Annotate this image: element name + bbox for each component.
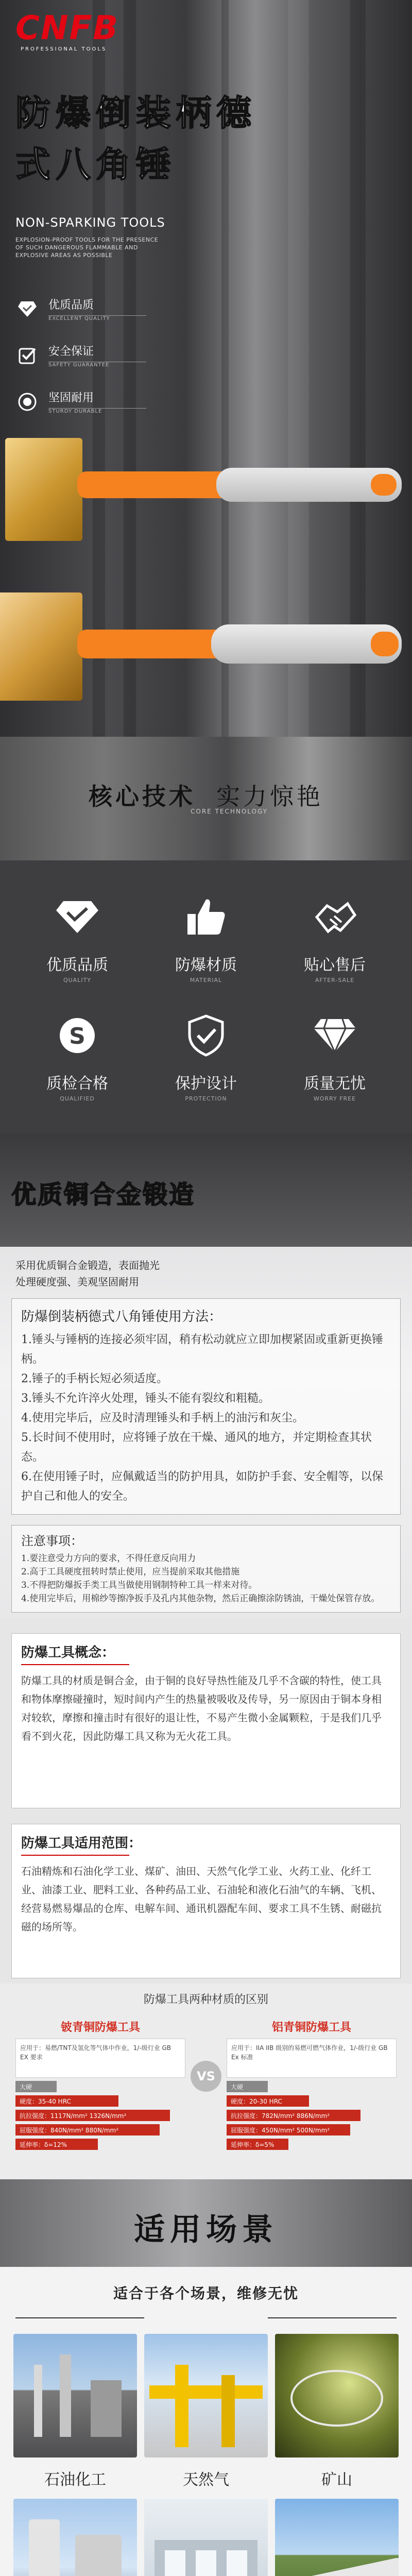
compare-left-desc: 应用于：易燃/TNT及氢化等气体中作业，1/-级行业 GB EX 要求 [15, 2039, 185, 2078]
feature-label: 安全保证 [48, 345, 94, 358]
scenes-subtitle: 适合于各个场景，维修无忧 [113, 2285, 299, 2302]
notice-box [11, 1525, 401, 1613]
advantage-protection [154, 1010, 258, 1102]
advantage-qualified [26, 1010, 129, 1102]
concept-card [11, 1633, 401, 1808]
diamond-icon [52, 891, 103, 943]
usage-box [11, 1298, 401, 1515]
product-title [15, 88, 256, 191]
refinery-image [13, 2334, 137, 2458]
concept-text: 防爆工具的材质是铜合金，由于铜的良好导热性能及几乎不含碳的特性，使工具和物体摩擦碰撞时，短时间内产生的热量被吸收及传导，另一原因由于铜本身相对较软，摩擦和撞击时有很好的退让性，不易产生微小金属颗粒，于是我们几乎看不到火花，因此防爆工具又称为无火花工具。 [21, 1674, 382, 1742]
tagline-small: EXPLOSION-PROOF TOOLS FOR THE PRESENCE OF SUCH DANGEROUS FLAMMABLE AND EXPLOSIVE AREAS AS POSSIBLE [15, 236, 159, 259]
diamond-check-icon [15, 297, 39, 321]
compare-row: 抗拉强度：1117N/mm² 1326N/mm² [15, 2110, 170, 2121]
feature-label-en: EXCELLENT QUALITY [48, 316, 110, 321]
core-title [0, 778, 412, 812]
mine-image [275, 2334, 399, 2458]
compare-row: 硬度：35-40 HRC [15, 2095, 118, 2107]
compare-section [0, 1984, 412, 2179]
brand-logo [15, 10, 154, 52]
core-title-en: CORE TECHNOLOGY [191, 808, 268, 815]
radio-icon [15, 390, 39, 414]
feature-safety [15, 343, 146, 368]
notice-item: 3.不得把防爆扳手类工具当做使用钢制特种工具一样来对待。 [21, 1580, 258, 1590]
feature-label-en: SAFETY GUARANTEE [48, 362, 110, 368]
compare-right [227, 2019, 397, 2150]
tagline-en: NON-SPARKING TOOLS [15, 215, 165, 230]
advantage-label: 质检合格 [46, 1075, 108, 1093]
alloy-sub-1: 采用优质铜合金锻造，表面抛光 [15, 1259, 160, 1272]
title-line-2: 式八角锤 [15, 144, 177, 185]
scene-label: 天然气 [183, 2471, 229, 2489]
vs-badge: VS [191, 2061, 221, 2092]
advantage-label-en: MATERIAL [190, 977, 222, 984]
scenes-title: 适用场景 [134, 2212, 278, 2248]
advantage-label: 优质品质 [46, 956, 108, 974]
notice-item: 4.使用完毕后，用棉纱等擦净扳手及孔内其他杂物，然后正确擦涂防锈油，干燥处保管存放。 [21, 1594, 380, 1604]
scene-tile [13, 2334, 137, 2489]
gas-pipes-image [144, 2334, 268, 2458]
feature-label-en: STURDY DURABLE [48, 409, 102, 414]
scene-label: 矿山 [321, 2471, 352, 2489]
compare-row: 硬度：20-30 HRC [227, 2095, 309, 2107]
pipeline-image [275, 2499, 399, 2576]
alloy-title: 优质铜合金锻造 [11, 1180, 196, 1209]
advantage-label-en: PROTECTION [185, 1095, 227, 1102]
core-title-light: 实力惊艳 [216, 783, 323, 810]
compare-row: 延伸率：δ=12% [15, 2139, 98, 2150]
shield-s-icon [52, 1010, 103, 1061]
advantage-material [154, 891, 258, 984]
notice-item: 1.要注意受力方向的要求，不得任意反向用力 [21, 1553, 196, 1564]
handshake-icon [309, 891, 360, 943]
concept-title: 防爆工具概念： [21, 1645, 115, 1660]
compare-row: 屈服强度：840N/mm² 880N/mm² [15, 2124, 160, 2136]
scope-title: 防爆工具适用范围： [21, 1836, 142, 1851]
usage-title: 防爆倒装柄德式八角锤使用方法： [21, 1309, 222, 1325]
usage-item: 4.使用完毕后，应及时清理锤头和手柄上的油污和灰尘。 [21, 1412, 304, 1425]
feature-label: 坚固耐用 [48, 392, 94, 404]
hammer-image-1 [0, 428, 412, 556]
scene-tile [144, 2499, 268, 2576]
scene-tile [275, 2499, 399, 2576]
title-line-1: 防爆倒装柄德 [15, 93, 257, 134]
alloy-section [0, 1133, 412, 1618]
hero-section [0, 0, 412, 737]
scene-label: 石油化工 [44, 2471, 106, 2489]
advantage-label: 质量无忧 [304, 1075, 366, 1093]
core-tech-section [0, 737, 412, 1133]
thumbs-up-icon [180, 891, 232, 943]
feature-durable [15, 389, 146, 414]
usage-item: 1.锤头与锤柄的连接必须牢固，稍有松动就应立即加楔紧固或重新更换锤柄。 [21, 1333, 383, 1366]
compare-right-name: 铝青铜防爆工具 [271, 2021, 351, 2034]
compare-row: 大硬 [15, 2081, 57, 2092]
compare-left [15, 2019, 185, 2150]
notice-item: 2.高于工具硬度扭转时禁止使用，应当提前采取其他措施 [21, 1567, 240, 1577]
diamond-outline-icon [309, 1010, 360, 1061]
compare-row: 大硬 [227, 2081, 268, 2092]
shield-check-icon [180, 1010, 232, 1061]
advantage-label-en: QUALITY [63, 977, 92, 984]
scene-tile [13, 2499, 137, 2576]
scene-tile [275, 2334, 399, 2489]
advantage-aftersale [283, 891, 386, 984]
tank-image [13, 2499, 137, 2576]
scope-text: 石油精炼和石油化学工业、煤矿、油田、天然气化学工业、火药工业、化纤工业、油漆工业、肥料工业、各种药品工业、石油轮和液化石油气的车辆、飞机、经营易燃易爆品的仓库、电解车间、通讯机器配车间、要求工具不生锈、耐磁抗磁的场所等。 [21, 1865, 382, 1933]
notice-title: 注意事项： [21, 1534, 83, 1548]
advantage-label: 贴心售后 [304, 956, 366, 974]
scope-card [11, 1824, 401, 1978]
compare-left-name: 铍青铜防爆工具 [60, 2021, 140, 2034]
usage-item: 5.长时间不使用时，应将锤子放在干燥、通风的地方，并定期检查其状态。 [21, 1431, 372, 1464]
advantage-label: 保护设计 [175, 1075, 237, 1093]
compare-title: 防爆工具两种材质的区别 [143, 1993, 268, 2006]
usage-item: 6.在使用锤子时，应佩戴适当的防护用具，如防护手套、安全帽等，以保护自己和他人的安全。 [21, 1470, 383, 1503]
pharma-image [144, 2499, 268, 2576]
feature-quality [15, 296, 146, 321]
advantage-label-en: QUALIFIED [60, 1095, 95, 1102]
scenes-section [0, 2179, 412, 2576]
logo-text: CNFB [15, 9, 119, 47]
logo-subtitle: PROFESSIONAL TOOLS [21, 46, 107, 52]
advantage-label: 防爆材质 [175, 956, 237, 974]
scene-tile [144, 2334, 268, 2489]
advantage-quality [26, 891, 129, 984]
advantage-worryfree [283, 1010, 386, 1102]
compare-row: 屈服强度：450N/mm² 500N/mm² [227, 2124, 350, 2136]
core-title-bold: 核心技术 [89, 783, 196, 810]
advantage-label-en: WORRY FREE [313, 1095, 356, 1102]
compare-right-desc: 应用于：IIA IIB 级别的易燃可燃气体作业，1/-级行业 GB Ex 标准 [227, 2039, 397, 2078]
alloy-sub-2: 处理硬度强、美观坚固耐用 [15, 1276, 139, 1288]
usage-item: 2.锤子的手柄长短必须适度。 [21, 1372, 168, 1385]
checkbox-icon [15, 344, 39, 367]
feature-label: 优质品质 [48, 299, 94, 312]
compare-row: 抗拉强度：782N/mm² 886N/mm² [227, 2110, 360, 2121]
usage-item: 3.锤头不允许淬火处理，锤头不能有裂纹和粗糙。 [21, 1392, 270, 1405]
advantage-label-en: AFTER-SALE [315, 977, 355, 984]
compare-row: 延伸率：δ=5% [227, 2139, 288, 2150]
svg-text:S: S [69, 1023, 85, 1049]
hammer-image-2 [0, 582, 412, 716]
